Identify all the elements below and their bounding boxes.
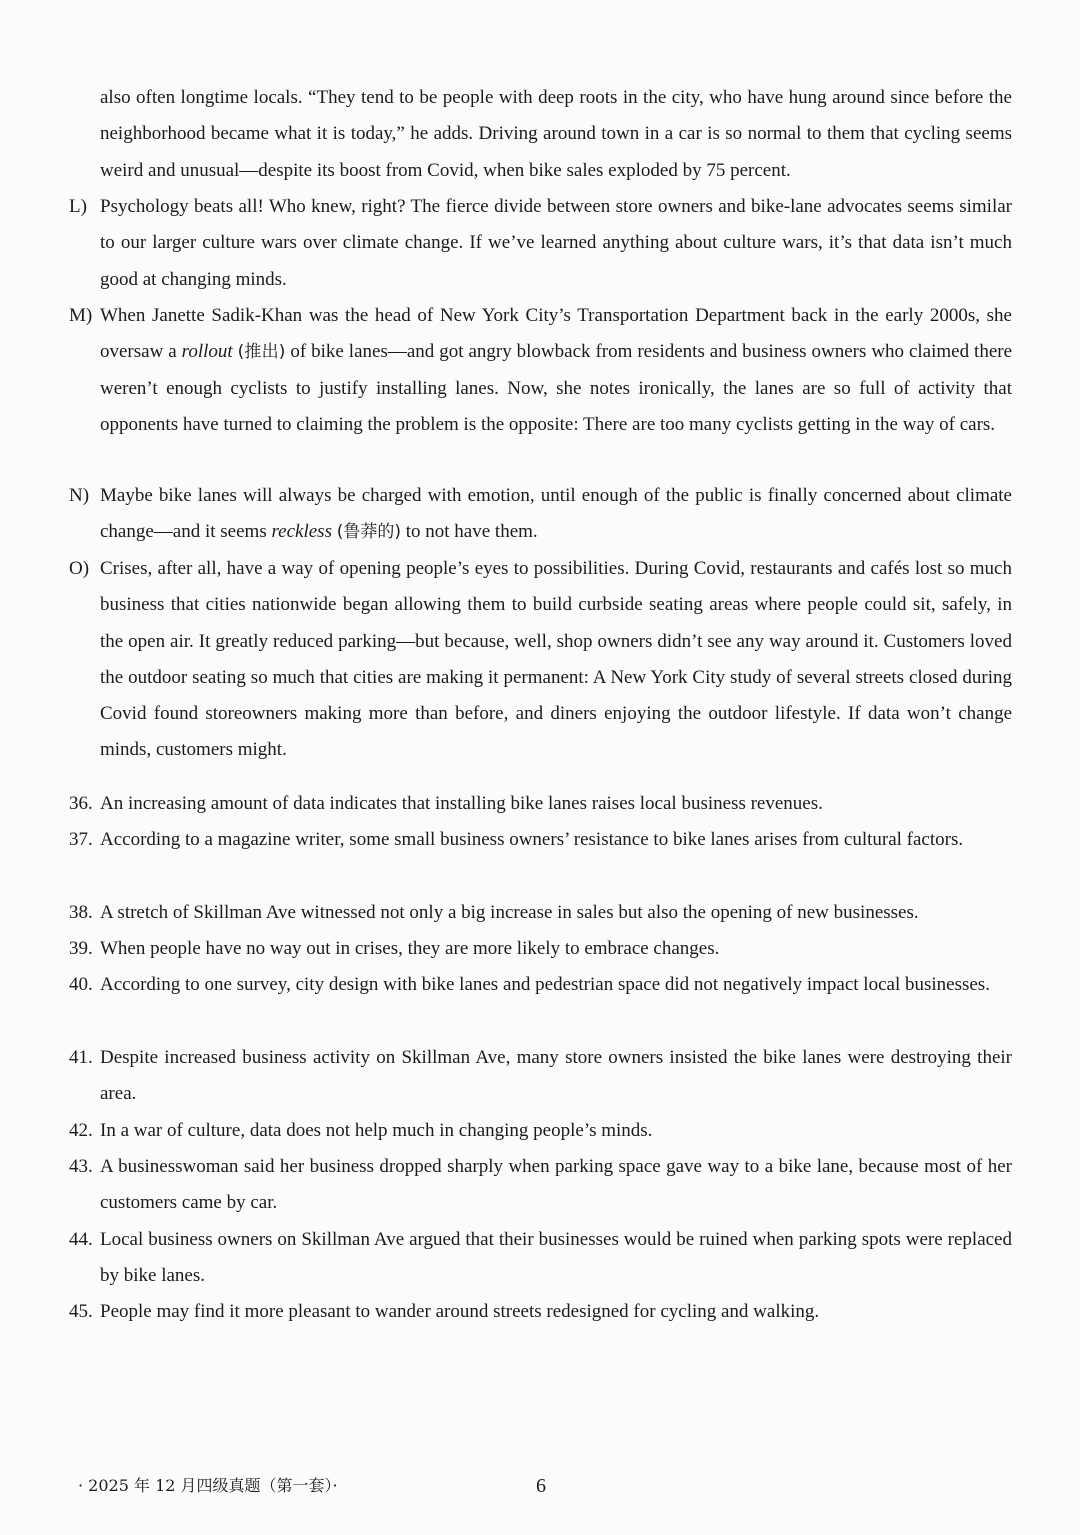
question-43 <box>69 1149 1012 1222</box>
question-number: 40. <box>69 974 93 995</box>
question-text: Despite increased business activity on Skillman Ave, many store owners insisted the bike lanes were destroying their area. <box>100 1047 1012 1105</box>
question-text: Local business owners on Skillman Ave argued that their businesses would be ruined when parking spots were replaced by bike lanes. <box>100 1229 1012 1287</box>
question-text: According to a magazine writer, some small business owners’ resistance to bike lanes arises from cultural factors. <box>100 829 964 850</box>
chinese-gloss: (推出) <box>237 342 286 363</box>
paragraph-text-pre: When Janette Sadik-Khan was the head of New York City’s Transportation Department back in the early 2000s, she oversaw a <box>100 305 1012 363</box>
paragraph-o <box>69 551 1012 769</box>
question-text: An increasing amount of data indicates that installing bike lanes raises local business revenues. <box>100 793 823 814</box>
paragraph-label: L) <box>69 196 87 217</box>
question-text: When people have no way out in crises, they are more likely to embrace changes. <box>100 938 720 959</box>
vocab-term: reckless <box>271 521 332 543</box>
question-number: 43. <box>69 1156 93 1177</box>
question-41 <box>69 1040 1012 1113</box>
question-44 <box>69 1222 1012 1295</box>
question-39 <box>69 931 1012 967</box>
question-number: 42. <box>69 1120 93 1141</box>
question-38 <box>69 895 1012 931</box>
paragraph-l <box>69 189 1012 298</box>
paragraph-text: also often longtime locals. “They tend to be people with deep roots in the city, who have hung around since before the neighborhood became what it is today,” he adds. Driving around town in a car is so normal to them that cycling seems weird and unusual—despite its boost from Covid, when bike sales exploded by 75 percent. <box>100 87 1012 181</box>
paragraph-text: Psychology beats all! Who knew, right? The fierce divide between store owners and bike-lane advocates seems similar to our larger culture wars over climate change. If we’ve learned anything about culture wars, it’s that data isn’t much good at changing minds. <box>100 196 1012 290</box>
question-number: 45. <box>69 1301 93 1322</box>
question-42 <box>69 1113 1012 1149</box>
paragraph-text-post: of bike lanes—and got angry blowback from residents and business owners who claimed there weren’t enough cyclists to justify installing lanes. Now, she notes ironically, the lanes are so full of activity that opponents have turned to claiming the problem is the opposite: There are too many cyclists getting in the way of cars. <box>100 341 1013 435</box>
question-text: A stretch of Skillman Ave witnessed not only a big increase in sales but also the opening of new businesses. <box>100 902 919 923</box>
paragraph-label: M) <box>69 305 93 326</box>
question-text: In a war of culture, data does not help much in changing people’s minds. <box>100 1120 653 1141</box>
question-number: 37. <box>69 829 93 850</box>
chinese-gloss: (鲁莽的) <box>336 522 401 543</box>
page-number: 6 <box>536 1475 546 1497</box>
paragraph-continuation <box>100 80 1012 189</box>
question-text: A businesswoman said her business dropped sharply when parking space gave way to a bike lane, because most of her customers came by car. <box>100 1156 1012 1214</box>
paragraph-label: N) <box>69 485 90 506</box>
question-36 <box>69 786 1012 822</box>
question-number: 38. <box>69 902 93 923</box>
question-number: 36. <box>69 793 93 814</box>
paragraph-label: O) <box>69 558 90 579</box>
question-number: 39. <box>69 938 93 959</box>
footer-exam-title: · 2025 年 12 月四级真题（第一套）· <box>78 1476 338 1495</box>
paragraph-text-pre: Maybe bike lanes will always be charged with emotion, until enough of the public is finally concerned about climate change—and it seems <box>100 485 1012 543</box>
vocab-term: rollout <box>181 341 233 363</box>
paragraph-text-post: to not have them. <box>401 521 538 543</box>
paragraph-n <box>69 478 1012 551</box>
paragraph-m <box>69 298 1013 443</box>
question-text: According to one survey, city design with bike lanes and pedestrian space did not negatively impact local businesses. <box>100 974 990 995</box>
question-number: 44. <box>69 1229 93 1250</box>
question-37 <box>69 822 1012 858</box>
paragraph-text: Crises, after all, have a way of opening people’s eyes to possibilities. During Covid, restaurants and cafés lost so much business that cities nationwide began allowing them to build curbside seating areas where people could sit, safely, in the open air. It greatly reduced parking—but because, well, shop owners didn’t see any way around it. Customers loved the outdoor seating so much that cities are making it permanent: A New York City study of several streets closed during Covid found storeowners making more than before, and diners enjoying the outdoor lifestyle. If data won’t change minds, customers might. <box>100 558 1012 761</box>
question-45 <box>69 1294 1012 1330</box>
question-40 <box>69 967 1012 1003</box>
question-text: People may find it more pleasant to wander around streets redesigned for cycling and walking. <box>100 1301 820 1322</box>
question-number: 41. <box>69 1047 93 1068</box>
